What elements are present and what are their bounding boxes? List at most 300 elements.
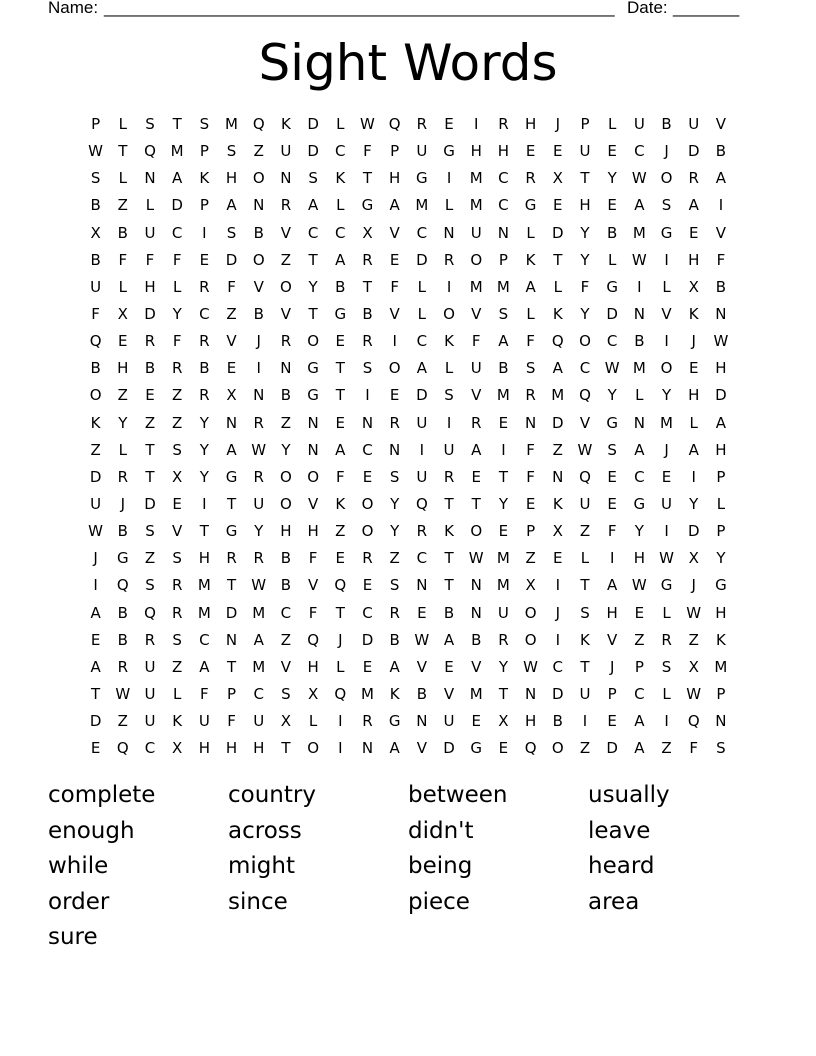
grid-letter[interactable]: T (498, 467, 508, 486)
grid-letter[interactable]: K (715, 630, 726, 649)
grid-letter[interactable]: T (226, 494, 237, 513)
grid-letter[interactable]: A (90, 657, 101, 676)
grid-letter[interactable]: I (392, 332, 397, 351)
grid-letter[interactable]: C (498, 196, 509, 215)
grid-letter[interactable]: U (416, 467, 428, 486)
grid-letter[interactable]: T (145, 440, 155, 459)
grid-letter[interactable]: S (199, 115, 210, 133)
grid-letter[interactable]: G (660, 576, 673, 595)
grid-letter[interactable]: T (91, 684, 101, 703)
grid-letter[interactable]: T (172, 115, 182, 133)
grid-letter[interactable]: S (145, 115, 155, 133)
grid-letter[interactable]: B (280, 549, 292, 568)
grid-letter[interactable]: D (687, 142, 700, 161)
grid-letter[interactable]: Y (716, 549, 726, 568)
grid-letter[interactable]: O (660, 359, 673, 378)
grid-letter[interactable]: R (389, 413, 400, 432)
grid-letter[interactable]: O (307, 739, 319, 758)
grid-letter[interactable]: N (225, 630, 238, 649)
grid-letter[interactable]: F (172, 332, 182, 351)
grid-letter[interactable]: Z (253, 142, 264, 161)
grid-letter[interactable]: Y (498, 657, 508, 676)
grid-letter[interactable]: O (660, 169, 673, 188)
grid-letter[interactable]: A (90, 603, 101, 622)
grid-letter[interactable]: E (607, 712, 617, 731)
grid-letter[interactable]: Q (687, 712, 700, 731)
grid-letter[interactable]: I (446, 169, 452, 188)
grid-letter[interactable]: D (171, 196, 183, 215)
grid-letter[interactable]: X (525, 576, 536, 595)
grid-letter[interactable]: N (280, 169, 292, 188)
grid-letter[interactable]: K (444, 332, 454, 351)
grid-letter[interactable]: O (470, 522, 483, 541)
grid-letter[interactable]: N (307, 413, 319, 432)
grid-letter[interactable]: H (225, 739, 238, 758)
grid-letter[interactable]: A (199, 657, 210, 676)
grid-letter[interactable]: U (144, 712, 156, 731)
grid-letter[interactable]: G (225, 522, 238, 541)
grid-letter[interactable]: A (416, 359, 427, 378)
grid-letter[interactable]: M (170, 142, 184, 161)
grid-letter[interactable]: Z (661, 739, 672, 758)
grid-letter[interactable]: G (606, 413, 618, 432)
grid-letter[interactable]: N (715, 712, 727, 731)
grid-letter[interactable]: V (471, 657, 482, 676)
grid-letter[interactable]: M (660, 413, 673, 432)
grid-letter[interactable]: S (226, 142, 237, 161)
grid-letter[interactable]: B (335, 277, 346, 296)
grid-letter[interactable]: Q (579, 467, 591, 486)
grid-letter[interactable]: Y (308, 277, 318, 296)
grid-letter[interactable]: Y (580, 250, 590, 269)
grid-letter[interactable]: N (552, 467, 564, 486)
grid-letter[interactable]: Q (116, 739, 129, 758)
grid-letter[interactable]: E (471, 467, 481, 486)
grid-letter[interactable]: M (551, 386, 565, 405)
grid-letter[interactable]: C (416, 549, 428, 568)
grid-letter[interactable]: G (361, 196, 374, 215)
grid-letter[interactable]: I (582, 712, 588, 731)
grid-letter[interactable]: V (443, 684, 455, 703)
grid-letter[interactable]: J (609, 657, 615, 676)
grid-letter[interactable]: L (607, 250, 617, 269)
grid-letter[interactable]: K (172, 712, 183, 731)
grid-letter[interactable]: G (443, 142, 455, 161)
grid-letter[interactable]: T (335, 386, 345, 405)
grid-letter[interactable]: S (308, 169, 318, 188)
grid-letter[interactable]: X (688, 549, 699, 568)
grid-letter[interactable]: R (389, 603, 400, 622)
grid-letter[interactable]: X (688, 277, 699, 296)
grid-letter[interactable]: D (606, 739, 618, 758)
grid-letter[interactable]: W (251, 440, 267, 459)
grid-letter[interactable]: D (307, 115, 319, 133)
grid-letter[interactable]: K (552, 494, 563, 513)
grid-letter[interactable]: E (525, 494, 536, 513)
grid-letter[interactable]: Q (524, 739, 537, 758)
grid-letter[interactable]: E (553, 142, 563, 161)
grid-letter[interactable]: T (580, 169, 590, 188)
grid-letter[interactable]: W (414, 630, 430, 649)
grid-letter[interactable]: R (280, 196, 292, 215)
grid-letter[interactable]: V (607, 630, 618, 649)
grid-letter[interactable]: G (715, 576, 727, 595)
grid-letter[interactable]: I (501, 440, 506, 459)
grid-letter[interactable]: S (172, 440, 182, 459)
grid-letter[interactable]: E (688, 223, 699, 242)
grid-letter[interactable]: P (91, 115, 101, 133)
grid-letter[interactable]: A (634, 196, 645, 215)
grid-letter[interactable]: E (553, 549, 563, 568)
grid-letter[interactable]: L (118, 115, 127, 133)
grid-letter[interactable]: V (661, 304, 672, 323)
grid-letter[interactable]: H (633, 549, 645, 568)
grid-letter[interactable]: F (526, 467, 535, 486)
grid-letter[interactable]: I (446, 277, 452, 296)
grid-letter[interactable]: W (88, 522, 104, 541)
grid-letter[interactable]: R (199, 332, 210, 351)
grid-letter[interactable]: P (716, 522, 726, 541)
grid-letter[interactable]: B (253, 304, 264, 323)
grid-letter[interactable]: E (471, 712, 481, 731)
grid-letter[interactable]: F (308, 603, 318, 622)
grid-letter[interactable]: O (280, 467, 292, 486)
grid-letter[interactable]: E (118, 332, 128, 351)
grid-letter[interactable]: R (443, 467, 455, 486)
grid-letter[interactable]: F (308, 549, 318, 568)
grid-letter[interactable]: R (362, 332, 373, 351)
grid-letter[interactable]: U (90, 494, 102, 513)
grid-letter[interactable]: E (444, 115, 454, 133)
grid-letter[interactable]: T (145, 467, 155, 486)
grid-letter[interactable]: U (144, 684, 156, 703)
grid-letter[interactable]: V (280, 304, 292, 323)
grid-letter[interactable]: Z (389, 549, 400, 568)
grid-letter[interactable]: H (225, 169, 238, 188)
grid-letter[interactable]: A (634, 712, 645, 731)
grid-letter[interactable]: V (280, 657, 292, 676)
grid-letter[interactable]: S (90, 169, 101, 188)
grid-letter[interactable]: X (117, 304, 128, 323)
grid-letter[interactable]: T (335, 603, 345, 622)
grid-letter[interactable]: F (335, 467, 345, 486)
grid-letter[interactable]: A (389, 739, 400, 758)
grid-letter[interactable]: Y (580, 304, 590, 323)
grid-letter[interactable]: Z (117, 196, 128, 215)
grid-letter[interactable]: H (688, 250, 700, 269)
grid-letter[interactable]: L (145, 196, 155, 215)
grid-letter[interactable]: U (416, 142, 428, 161)
grid-letter[interactable]: A (607, 576, 618, 595)
grid-letter[interactable]: V (307, 576, 319, 595)
grid-letter[interactable]: Z (688, 630, 699, 649)
grid-letter[interactable]: T (335, 359, 345, 378)
grid-letter[interactable]: R (416, 522, 428, 541)
grid-letter[interactable]: I (664, 332, 669, 351)
grid-letter[interactable]: T (444, 549, 454, 568)
grid-letter[interactable]: A (552, 359, 563, 378)
grid-letter[interactable]: S (226, 223, 237, 242)
grid-letter[interactable]: K (335, 494, 346, 513)
grid-letter[interactable]: H (198, 549, 210, 568)
grid-letter[interactable]: J (120, 494, 125, 513)
grid-letter[interactable]: Z (226, 304, 237, 323)
grid-letter[interactable]: A (634, 440, 645, 459)
grid-letter[interactable]: N (361, 413, 374, 432)
grid-letter[interactable]: W (360, 115, 375, 133)
grid-letter[interactable]: T (444, 576, 454, 595)
grid-letter[interactable]: A (389, 196, 400, 215)
grid-letter[interactable]: Z (552, 440, 563, 459)
grid-letter[interactable]: H (497, 142, 510, 161)
grid-letter[interactable]: M (469, 196, 483, 215)
grid-letter[interactable]: S (281, 684, 291, 703)
grid-letter[interactable]: Q (388, 115, 401, 133)
grid-letter[interactable]: I (419, 440, 425, 459)
grid-letter[interactable]: I (93, 576, 98, 595)
grid-letter[interactable]: M (252, 603, 266, 622)
grid-letter[interactable]: W (88, 142, 104, 161)
grid-letter[interactable]: T (308, 250, 318, 269)
grid-letter[interactable]: U (144, 657, 156, 676)
grid-letter[interactable]: N (253, 386, 265, 405)
grid-letter[interactable]: W (631, 250, 647, 269)
grid-letter[interactable]: R (226, 549, 237, 568)
grid-letter[interactable]: Y (689, 494, 699, 513)
grid-letter[interactable]: W (577, 440, 593, 459)
grid-letter[interactable]: A (253, 630, 264, 649)
grid-letter[interactable]: B (389, 630, 400, 649)
grid-letter[interactable]: O (388, 359, 401, 378)
grid-letter[interactable]: Y (199, 467, 209, 486)
grid-letter[interactable]: Z (144, 413, 156, 432)
grid-letter[interactable]: C (253, 684, 264, 703)
grid-letter[interactable]: L (417, 304, 427, 323)
grid-letter[interactable]: Y (607, 386, 617, 405)
grid-letter[interactable]: Z (280, 630, 292, 649)
grid-letter[interactable]: A (389, 657, 400, 676)
grid-letter[interactable]: X (688, 657, 699, 676)
grid-letter[interactable]: D (552, 413, 564, 432)
grid-letter[interactable]: L (336, 196, 345, 215)
grid-letter[interactable]: C (362, 440, 373, 459)
grid-letter[interactable]: B (634, 332, 645, 351)
grid-letter[interactable]: B (280, 576, 292, 595)
grid-letter[interactable]: G (470, 739, 483, 758)
grid-letter[interactable]: Z (172, 413, 183, 432)
grid-letter[interactable]: H (688, 386, 700, 405)
grid-letter[interactable]: F (390, 277, 399, 296)
grid-letter[interactable]: E (553, 196, 563, 215)
grid-letter[interactable]: R (253, 413, 264, 432)
grid-letter[interactable]: U (661, 494, 673, 513)
grid-letter[interactable]: P (716, 467, 726, 486)
grid-letter[interactable]: W (686, 603, 702, 622)
grid-letter[interactable]: J (664, 440, 669, 459)
grid-letter[interactable]: P (498, 250, 508, 269)
grid-letter[interactable]: Q (551, 332, 564, 351)
grid-letter[interactable]: U (144, 223, 156, 242)
grid-letter[interactable]: R (471, 413, 482, 432)
grid-letter[interactable]: R (688, 169, 699, 188)
grid-letter[interactable]: F (145, 250, 155, 269)
grid-letter[interactable]: C (335, 142, 346, 161)
grid-letter[interactable]: K (444, 522, 454, 541)
grid-letter[interactable]: V (307, 494, 319, 513)
grid-letter[interactable]: J (256, 332, 261, 351)
grid-letter[interactable]: H (389, 169, 401, 188)
grid-letter[interactable]: N (470, 576, 482, 595)
grid-letter[interactable]: W (115, 684, 131, 703)
grid-letter[interactable]: U (470, 359, 482, 378)
grid-letter[interactable]: A (471, 440, 482, 459)
grid-letter[interactable]: E (661, 467, 672, 486)
grid-letter[interactable]: C (634, 467, 645, 486)
grid-letter[interactable]: H (524, 115, 537, 133)
grid-letter[interactable]: W (251, 576, 267, 595)
grid-letter[interactable]: M (252, 657, 266, 676)
grid-letter[interactable]: L (172, 277, 182, 296)
grid-letter[interactable]: M (496, 549, 510, 568)
grid-letter[interactable]: H (715, 603, 727, 622)
grid-letter[interactable]: B (661, 115, 672, 133)
grid-letter[interactable]: I (637, 277, 642, 296)
grid-letter[interactable]: V (471, 386, 482, 405)
grid-letter[interactable]: Q (252, 115, 265, 133)
grid-letter[interactable]: I (474, 115, 479, 133)
grid-letter[interactable]: D (416, 386, 428, 405)
grid-letter[interactable]: G (416, 169, 428, 188)
grid-letter[interactable]: C (416, 332, 428, 351)
grid-letter[interactable]: L (526, 223, 535, 242)
grid-letter[interactable]: X (307, 684, 319, 703)
grid-letter[interactable]: D (225, 250, 238, 269)
grid-letter[interactable]: R (199, 277, 210, 296)
grid-letter[interactable]: E (362, 657, 373, 676)
grid-letter[interactable]: J (555, 115, 560, 133)
grid-letter[interactable]: T (498, 684, 508, 703)
grid-letter[interactable]: T (444, 494, 454, 513)
grid-letter[interactable]: F (200, 684, 209, 703)
grid-letter[interactable]: S (444, 386, 454, 405)
grid-letter[interactable]: W (659, 549, 674, 568)
grid-letter[interactable]: T (226, 576, 237, 595)
grid-letter[interactable]: M (415, 196, 429, 215)
grid-letter[interactable]: F (580, 277, 590, 296)
grid-letter[interactable]: E (444, 657, 454, 676)
grid-letter[interactable]: B (199, 359, 210, 378)
grid-letter[interactable]: I (555, 576, 560, 595)
grid-letter[interactable]: H (280, 522, 292, 541)
grid-letter[interactable]: U (443, 440, 455, 459)
grid-letter[interactable]: L (118, 169, 127, 188)
grid-letter[interactable]: B (715, 277, 727, 296)
grid-letter[interactable]: D (225, 603, 238, 622)
grid-letter[interactable]: I (609, 549, 615, 568)
grid-letter[interactable]: P (227, 684, 237, 703)
grid-letter[interactable]: C (416, 223, 428, 242)
grid-letter[interactable]: S (389, 576, 400, 595)
grid-letter[interactable]: A (226, 196, 237, 215)
grid-letter[interactable]: N (253, 196, 265, 215)
grid-letter[interactable]: X (552, 522, 563, 541)
grid-letter[interactable]: H (198, 739, 210, 758)
grid-letter[interactable]: P (634, 657, 644, 676)
grid-letter[interactable]: A (335, 440, 346, 459)
grid-letter[interactable]: J (338, 630, 343, 649)
grid-letter[interactable]: L (662, 603, 671, 622)
grid-letter[interactable]: B (90, 196, 101, 215)
grid-letter[interactable]: N (389, 440, 401, 459)
grid-letter[interactable]: B (117, 522, 128, 541)
grid-letter[interactable]: B (715, 142, 727, 161)
grid-letter[interactable]: E (90, 630, 101, 649)
grid-letter[interactable]: E (607, 196, 617, 215)
grid-letter[interactable]: R (171, 576, 183, 595)
grid-letter[interactable]: A (525, 277, 536, 296)
grid-letter[interactable]: Y (661, 386, 672, 405)
grid-letter[interactable]: K (580, 630, 590, 649)
grid-letter[interactable]: D (552, 684, 564, 703)
grid-letter[interactable]: U (280, 142, 292, 161)
grid-letter[interactable]: V (579, 413, 591, 432)
grid-letter[interactable]: F (607, 522, 617, 541)
grid-letter[interactable]: Y (118, 413, 128, 432)
grid-letter[interactable]: N (633, 304, 645, 323)
grid-letter[interactable]: M (197, 603, 211, 622)
grid-letter[interactable]: C (199, 304, 210, 323)
grid-letter[interactable]: E (145, 386, 155, 405)
grid-letter[interactable]: R (144, 630, 156, 649)
grid-letter[interactable]: G (334, 304, 347, 323)
grid-letter[interactable]: Q (89, 332, 102, 351)
grid-letter[interactable]: A (335, 250, 346, 269)
grid-letter[interactable]: I (256, 359, 261, 378)
grid-letter[interactable]: X (226, 386, 237, 405)
grid-letter[interactable]: I (555, 630, 560, 649)
grid-letter[interactable]: E (389, 250, 400, 269)
grid-letter[interactable]: M (496, 277, 510, 296)
grid-letter[interactable]: Q (334, 576, 347, 595)
grid-letter[interactable]: S (172, 549, 182, 568)
grid-letter[interactable]: U (253, 712, 265, 731)
grid-letter[interactable]: O (280, 494, 292, 513)
grid-letter[interactable]: O (89, 386, 102, 405)
grid-letter[interactable]: U (253, 494, 265, 513)
grid-letter[interactable]: O (551, 739, 564, 758)
grid-letter[interactable]: W (631, 576, 647, 595)
grid-letter[interactable]: T (308, 304, 318, 323)
grid-letter[interactable]: T (226, 657, 237, 676)
grid-letter[interactable]: K (335, 169, 346, 188)
grid-letter[interactable]: A (715, 169, 727, 188)
grid-letter[interactable]: V (389, 223, 400, 242)
grid-letter[interactable]: Q (116, 576, 129, 595)
grid-letter[interactable]: C (498, 169, 509, 188)
grid-letter[interactable]: V (471, 304, 482, 323)
grid-letter[interactable]: S (607, 440, 617, 459)
grid-letter[interactable]: A (307, 196, 319, 215)
grid-letter[interactable]: O (252, 250, 265, 269)
grid-letter[interactable]: C (579, 359, 591, 378)
grid-letter[interactable]: K (280, 115, 291, 133)
grid-letter[interactable]: P (526, 522, 536, 541)
grid-letter[interactable]: S (172, 630, 182, 649)
grid-letter[interactable]: L (444, 196, 454, 215)
grid-letter[interactable]: Q (307, 630, 319, 649)
grid-letter[interactable]: S (525, 359, 536, 378)
grid-letter[interactable]: Q (144, 142, 156, 161)
